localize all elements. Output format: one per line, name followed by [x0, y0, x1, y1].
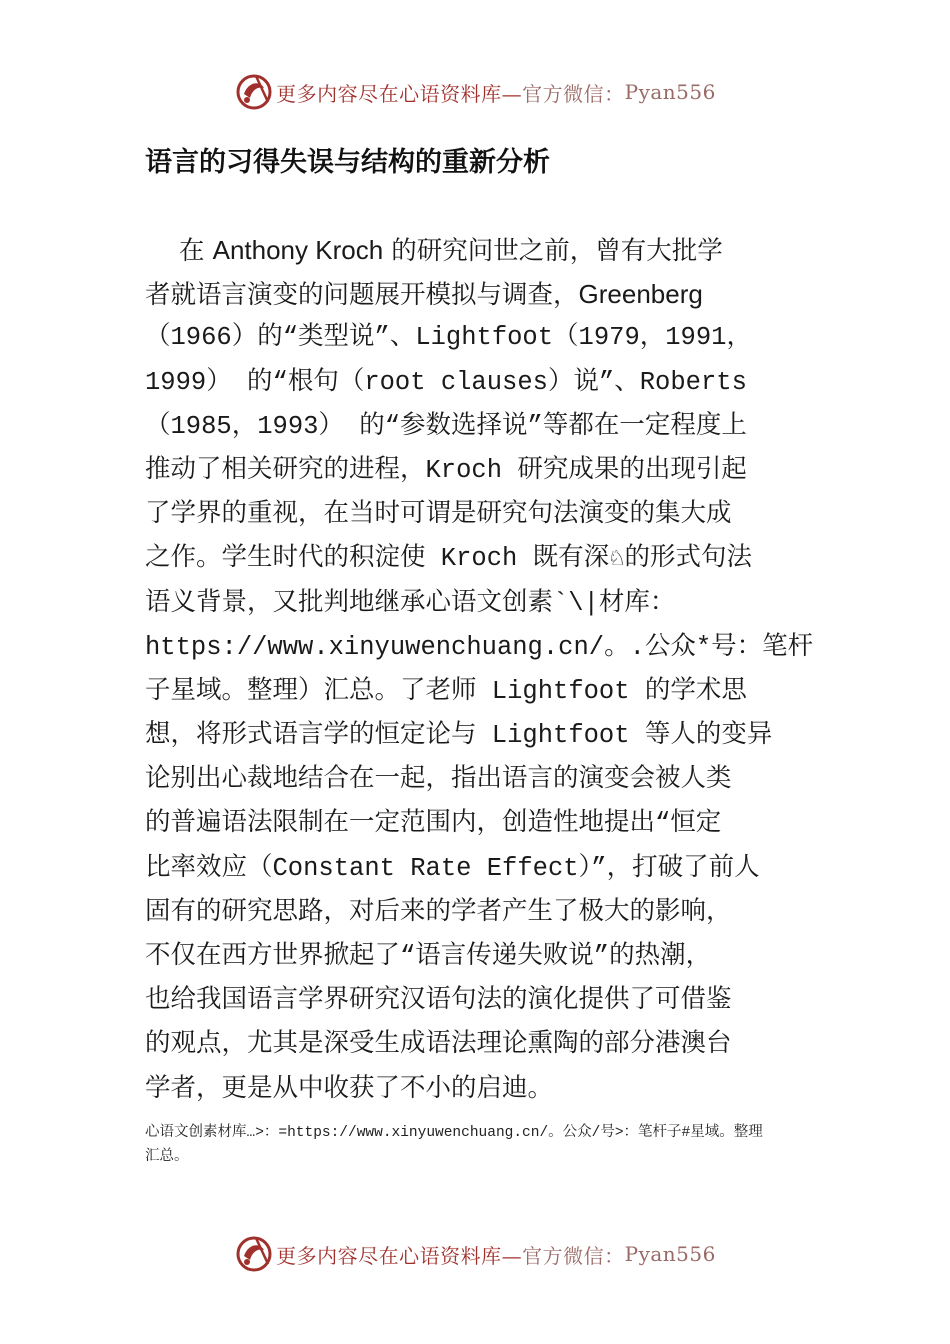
- banner-wechat-id: Pyan556: [624, 80, 716, 104]
- banner-wechat-label: 官方微信：: [522, 1243, 625, 1268]
- body-line: 想，将形式语言学的恒定论与 Lightfoot 等人的变异: [145, 721, 773, 751]
- body-line: （1966）的“类型说”、Lightfoot（1979，1991，: [145, 323, 752, 353]
- body-line: 的观点，尤其是深受生成语法理论熏陶的部分港澳台: [145, 1030, 732, 1060]
- body-paragraph: [145, 228, 835, 1112]
- body-line: 者就语言演变的问题展开模拟与调查，Greenberg: [145, 279, 703, 311]
- body-line: （1985，1993） 的“参数选择说”等都在一定程度上: [145, 411, 747, 441]
- header-banner: [0, 70, 950, 114]
- body-line: 了学界的重视，在当时可谓是研究句法演变的集大成: [145, 500, 732, 530]
- banner-slogan: 更多内容尽在心语资料库—: [276, 81, 523, 106]
- body-line: 的普遍语法限制在一定范围内，创造性地提出“恒定: [145, 809, 722, 839]
- source-note: [145, 1121, 835, 1169]
- brand-logo-icon: [234, 1234, 274, 1274]
- body-line: 也给我国语言学界研究汉语句法的演化提供了可借鉴: [145, 986, 732, 1016]
- body-line: 不仅在西方世界掀起了“语言传递失败说”的热潮，: [145, 942, 712, 971]
- banner-wechat-label: 官方微信：: [522, 81, 625, 106]
- body-line: 1999） 的“根句（root clauses）说”、Roberts: [145, 367, 747, 397]
- body-line: 固有的研究思路，对后来的学者产生了极大的影响，: [145, 897, 732, 927]
- footer-banner: [0, 1232, 950, 1276]
- body-line: 推动了相关研究的进程，Kroch 研究成果的出现引起: [145, 455, 747, 485]
- body-line: 之作。学生时代的积淀使 Kroch 既有深♘的形式句法: [145, 544, 752, 574]
- note-line: 心语文创素材库…>：=https://www.xinyuwenchuang.cn/。公众/号>：笔杆子#星域。整理: [145, 1125, 763, 1141]
- body-line: https://www.xinyuwenchuang.cn/。.公众*号：笔杆: [145, 632, 814, 662]
- brand-logo-icon: [234, 72, 274, 112]
- body-line: 子星域。整理）汇总。了老师 Lightfoot 的学术思: [145, 676, 747, 706]
- document-title: 语言的习得失误与结构的重新分析: [145, 147, 550, 178]
- body-line: 比率效应（Constant Rate Effect）”，打破了前人: [145, 853, 760, 883]
- body-line: 在 Anthony Kroch 的研究问世之前，曾有大批学: [179, 235, 723, 266]
- body-line: 语义背景，又批判地继承心语文创素`\|材库：: [145, 588, 676, 618]
- body-line: 学者，更是从中收获了不小的启迪。: [145, 1074, 554, 1104]
- body-line: 论别出心裁地结合在一起，指出语言的演变会被人类: [145, 765, 732, 795]
- note-line: 汇总。: [145, 1149, 189, 1165]
- banner-wechat-id: Pyan556: [624, 1242, 716, 1266]
- banner-slogan: 更多内容尽在心语资料库—: [276, 1243, 523, 1268]
